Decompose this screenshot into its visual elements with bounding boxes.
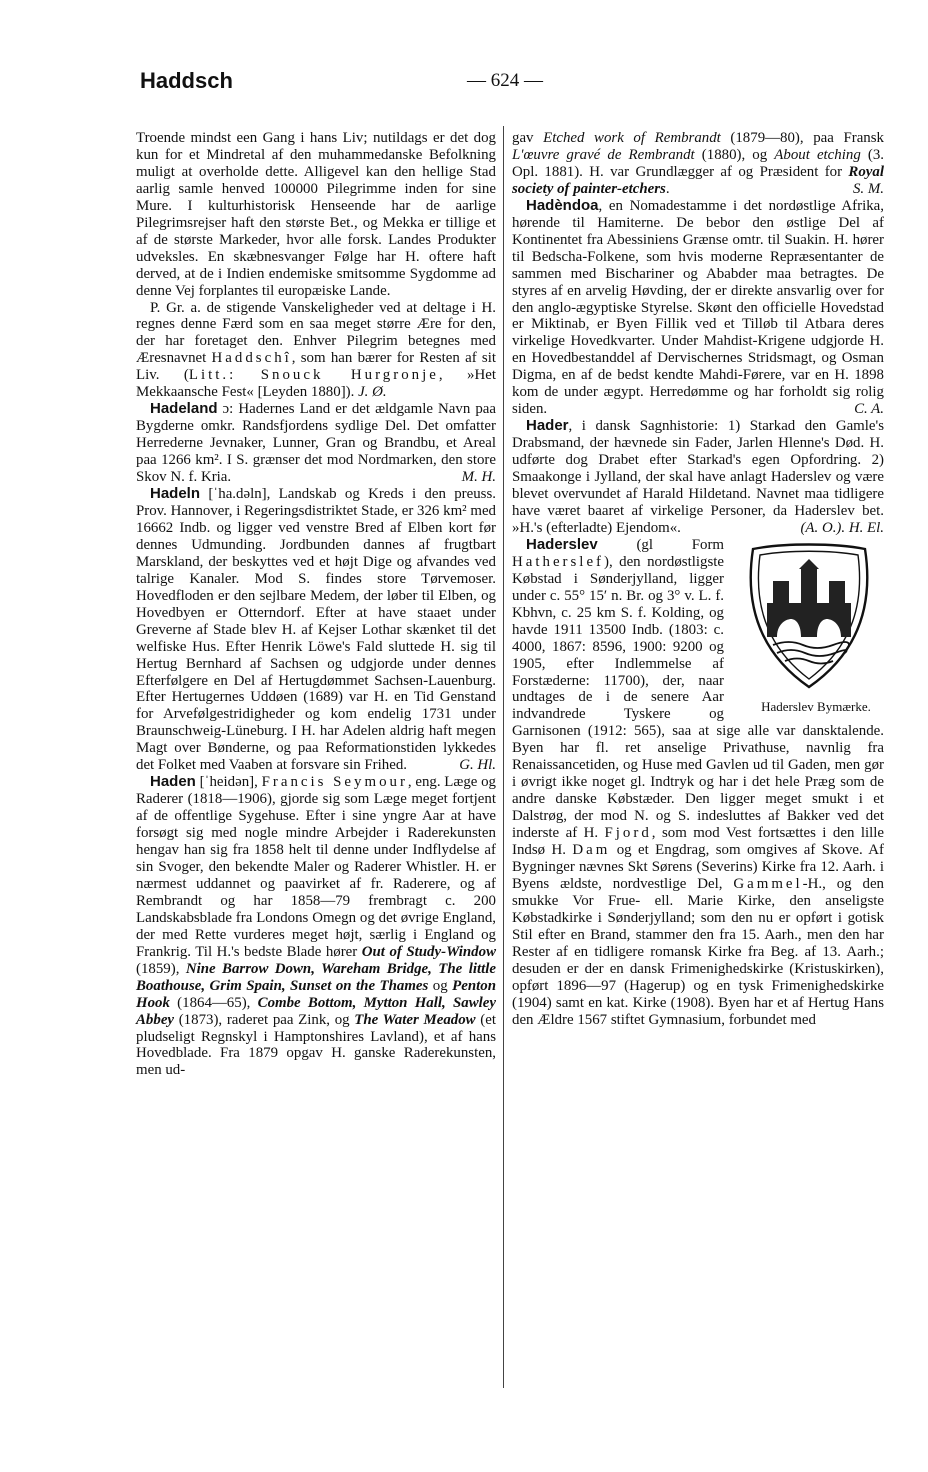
figure-caption: Haderslev Bymærke. <box>761 698 871 714</box>
left-column <box>136 130 496 1079</box>
running-head: Haddsch <box>140 68 233 93</box>
entry-haderslev: Haderslev Bymærke. Haderslev (gl Form Hatherslef), den nordøstligste Købstad i Sønderjylland, ligger under c. 55° 15′ n. Br. og 3° v. L. f. Kbhvn, c. 25 km S. f. Kolding, og havde 1911 13500 Indb. (1803: c. 4000, 1867: 8596, 1900: 9200 og 1905, efter Indlemmelse af Forstæderne: 11700), der, naar undtages de i de senere Aar indvandrede Tyskere og Garnisonen (1912: 565), saa at sige alle var dansktalende. Byen har fl. ret anselige Privathuse, navnlig fra Renaissancetiden, og Huse med Gavlen ud til Gaden, men gør i øvrigt ikke noget gl. Indtryk og har i det hele Præg som de andre danske Købstæder. Den ligger meget smukt i et Dalstrøg, der mod N. og S. indesluttes af Bakker ved det inderste af H. Fjord, som mod Vest fortsættes i den lille Indsø H. Dam og et Engdrag, som omgives af Skove. Af Bygninger nævnes Skt Sørens (Severins) Kirke fra 12. Aarh. i Byens ældste, nordvestlige Del, Gammel-H., og den smukke Vor Frue- ell. Marie Kirke, den anseligste Købstadkirke i Sønderjylland; som den nu er opført i gotisk Stil efter en Brand, stammer den fra 15. Aarh., men den har Rester af en tidligere romansk Kirke fra Beg. af 13. Aarh.; desuden er der en dansk Frimenighedskirke (Kristuskirken), opført 1896—97 (Hagerup) og en tysk Frimenighedskirke (1904) samt en kat. Kirke (1908). Byen har et af Hertug Hans den Ældre 1567 stiftet Gymnasium, forbundet med <box>512 535 885 1028</box>
headword-haderslev: Haderslev <box>526 535 598 553</box>
signature: G. Hl. <box>459 757 496 774</box>
signature: (A. O.). H. El. <box>800 519 884 536</box>
headword-haden: Haden <box>150 773 196 791</box>
author-name: Snouck Hurgronje <box>260 367 439 384</box>
paragraph-pilgrim-title: P. Gr. a. de stigende Vanskeligheder ved at deltage i H. regnes denne Færd som en saa meget større Ære for den, der har foretaget den. Enhver Pilegrim betegnes med Æresnavnet Haddschî, som han bærer for Resten af sit Liv. (Litt.: Snouck Hurgronje, »Het Mekkaansche Fest« [Leyden 1880]). J. Ø. <box>136 299 496 401</box>
person-name: Francis Seymour <box>261 774 408 791</box>
entry-hadeland: Hadeland ɔ: Hadernes Land er det ældgamle Navn paa Bygderne omkr. Randsfjordens sydlige Del. Det omfatter Herrederne Jevnaker, Lunner, Gran og Brandbu, et Areal paa 1266 km². I S. grænser det mod Nordmarken, den store Skov N. f. Kria. M. H. <box>136 400 496 486</box>
term-haddschi: Haddschî <box>211 350 292 367</box>
right-column <box>512 130 884 1029</box>
haderslev-coat-of-arms-icon <box>743 541 875 693</box>
column-rule <box>503 126 504 1388</box>
entry-hadeln: Hadeln [ˈha.dəln], Landskab og Kreds i den preuss. Prov. Hannover, i Regeringsdistriktet Stade, er 326 km² med 16662 Indb. og ligger ved venstre Bred af Elben kort før dennes Udmunding. Jordbunden dannes af frugtbart Marskland, der beskyttes ved et højt Dige og afvandes ved talrige Kanaler. Mod S. findes store Tørvemoser. Hovedfloden er den sejlbare Medem, der løber til Elben, og Hovedbyen er Otterndorf. Efter at have staaet under Greverne af Stade blev H. af Kejser Lothar skænket til det welfiske Hus. Efter Henrik Löwe's Fald sluttede H. sig til Hertug Bernhard af Sachsen og udgjorde under dennes Efterfølgere en Del af Hertugdømmet Sachsen-Lauenburg. Efter Hertugernes Uddøen (1689) var H. en Tid Genstand for Arvefølgestridigheder og kom endelig 1731 under Braunschweig-Lüneburg. I H. har Adelen aldrig haft megen Magt over Bønderne, og paa Reformationstiden lykkedes det Folket med Vaaben at forsvare sin Frihed. G. Hl. <box>136 485 496 774</box>
entry-hadendoa: Hadèndoa, en Nomadestamme i det nordøstlige Afrika, hørende til Hamiterne. De bebor den østlige Del af Kontinentet fra Abessiniens Grænse omtr. til Suakin. H. hører til Bedscha-Folkene, som hvis moderne Repræsentanter de sammen med Bischariner og Ababder maa betragtes. De styres af en arvelig Høvding, der er direkte ansvarlig over for den anglo-ægyptiske Styrelse. Skønt den officielle Hovedstad er Miktinab, er Byen Fillik ved et Tilløb til Atbara deres virkelige Hovedkvarter. Under Mahdist-Krigene udgjorde H. en Hovedbestanddel af Dervischernes Stridsmagt, og Osman Digma, en af de bedst kendte Mahdi-Førere, var en H. 1898 kom de under ægypt. Herredømme og har forholdt sig rolig siden. C. A. <box>512 196 884 418</box>
headword-hadendoa: Hadèndoa <box>526 196 599 214</box>
page-number: — 624 — <box>467 70 543 91</box>
signature: C. A. <box>854 401 884 418</box>
entry-haden-continued: gav Etched work of Rembrandt (1879—80), paa Fransk L'œuvre gravé de Rembrandt (1880), og About etching (3. Opl. 1881). H. var Grundlægger af og Præsident for Royal society of painter-etchers. S. M. <box>512 130 884 197</box>
signature: J. Ø. <box>358 384 387 401</box>
headword-hadeland: Hadeland <box>150 400 218 418</box>
entry-haden: Haden [ˈheidən], Francis Seymour, eng. Læge og Raderer (1818—1906), gjorde sig som Læge meget fortjent af de offentlige Sygehuse. Efter i sine yngre Aar at have forsøgt sig med nogle mindre Arbejder i Raderekunsten hengav han sig fra 1858 helt til denne under Indflydelse af sin Svoger, den bekendte Maler og Raderer Whistler. H. er nærmest uddannet og paavirket af fr. Raderere, og af Rembrandt og har 1858—79 frembragt c. 200 Landskabsblade fra Londons Omegn og det øvrige England, der med Rette vurderes meget højt, særlig i England og Frankrig. Til H.'s bedste Blade hører Out of Study-Window (1859), Nine Barrow Down, Wareham Bridge, The little Boathouse, Grim Spain, Sunset on the Thames og Penton Hook (1864—65), Combe Bottom, Mytton Hall, Sawley Abbey (1873), raderet paa Zink, og The Water Meadow (et pludseligt Regnskyl i Hamptonshires Lavland), et af hans Hovedblade. Fra 1879 opgav H. ganske Raderekunsten, men ud- <box>136 773 497 1079</box>
headword-hadeln: Hadeln <box>150 485 201 503</box>
paragraph-pilgrimage: Troende mindst een Gang i hans Liv; nutildags er det dog kun for et Mindretal af den muhammedanske Befolkning muligt at overholde dette. Alligevel kan den hellige Stad aarlig samle henved 100000 Pilegrimme inden for sine Mure. I kulturhistorisk Henseende har de aarlige Pilegrimsrejser haft den største Bet., og Mekka er tillige et af de største Markeder, hvor alle forsk. Landes Produkter udveksles. En skæbnesvanger Følge har H. oftere haft derved, at de i Indien endemiske smitsomme Sygdomme ad denne Vej forplantes til europæiske Lande. <box>136 130 496 299</box>
entry-hader: Hader, i dansk Sagnhistorie: 1) Starkad den Gamle's Drabsmand, der hævnede sin Fader, Jarlen Hlenne's Død. H. udførte dog Drabet efter Starkad's egen Opfordring. 2) Smaakonge i Jylland, der skal have anlagt Haderslev og være blevet overvundet af Harald Hildetand. Navnet maa tidligere have været baaret af virkelige Personer, da Haderslev bet. »H.'s (efterladte) Ejendom«. (A. O.). H. El. <box>512 417 884 536</box>
headword-hader: Hader <box>526 417 569 435</box>
signature: S. M. <box>852 180 884 197</box>
signature: M. H. <box>461 469 496 486</box>
coat-of-arms-figure <box>734 541 884 714</box>
